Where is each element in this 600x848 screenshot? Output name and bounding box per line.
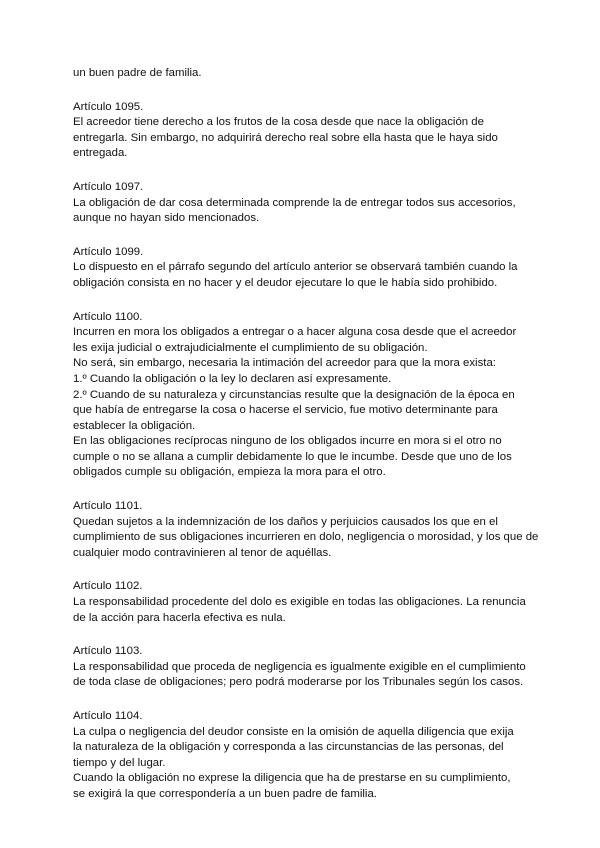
paragraph: [73, 245, 533, 292]
text-line: cumplimiento de sus obligaciones incurrieren en dolo, negligencia o morosidad, y los que de: [73, 531, 539, 544]
paragraph: [73, 66, 533, 82]
article-heading: Artículo 1100.: [73, 310, 143, 323]
paragraph: [73, 499, 539, 561]
text-line: de la acción para hacerla efectiva es nula.: [73, 611, 286, 624]
text-line: tiempo y del lugar.: [73, 756, 166, 769]
article-heading: Artículo 1095.: [73, 100, 144, 113]
text-line: La culpa o negligencia del deudor consiste en la omisión de aquella diligencia que exija: [73, 725, 514, 738]
paragraph: [73, 310, 533, 482]
article-heading: Artículo 1103.: [73, 645, 143, 658]
text-line: entregarla. Sin embargo, no adquirirá derecho real sobre ella hasta que le haya sido: [73, 131, 498, 144]
text-line: aunque no hayan sido mencionados.: [73, 212, 260, 225]
text-line: se exigirá la que correspondería a un buen padre de familia.: [73, 787, 377, 800]
paragraph: [73, 579, 533, 626]
paragraph: [73, 180, 533, 227]
document-page: [73, 66, 539, 821]
text-line: de toda clase de obligaciones; pero podrá moderarse por los Tribunales según los casos.: [73, 676, 524, 689]
text-line: 2.º Cuando de su naturaleza y circunstancias resulte que la designación de la época en: [73, 388, 515, 401]
text-line: que había de entregarse la cosa o hacerse el servicio, fue motivo determinante para: [73, 404, 498, 417]
text-line: les exija judicial o extrajudicialmente el cumplimiento de su obligación.: [73, 341, 428, 354]
text-line: En las obligaciones recíprocas ninguno de los obligados incurre en mora si el otro no: [73, 435, 502, 448]
article-heading: Artículo 1104.: [73, 710, 143, 722]
article-heading: Artículo 1099.: [73, 245, 144, 258]
paragraph: [73, 644, 533, 691]
text-line: Cuando la obligación no exprese la diligencia que ha de prestarse en su cumplimiento,: [73, 772, 511, 785]
document-body: [73, 66, 539, 803]
text-line: 1.º Cuando la obligación o la ley lo declaren así expresamente.: [73, 372, 392, 385]
text-line: Incurren en mora los obligados a entregar o a hacer alguna cosa desde que el acreedor: [73, 326, 517, 339]
article-heading: Artículo 1101.: [73, 500, 143, 513]
text-line: obligación consista en no hacer y el deudor ejecutare lo que le había sido prohibido.: [73, 276, 498, 289]
article-heading: Artículo 1102.: [73, 580, 143, 593]
text-line: entregada.: [73, 147, 128, 160]
text-line: un buen padre de familia.: [73, 67, 202, 79]
text-line: Quedan sujetos a la indemnización de los daños y perjuicios causados los que en el: [73, 515, 498, 528]
text-line: La responsabilidad procedente del dolo es exigible en todas las obligaciones. La renuncia: [73, 596, 526, 609]
text-line: No será, sin embargo, necesaria la intimación del acreedor para que la mora exista:: [73, 357, 496, 370]
text-line: Lo dispuesto en el párrafo segundo del artículo anterior se observará también cuando la: [73, 261, 518, 274]
text-line: La obligación de dar cosa determinada comprende la de entregar todos sus accesorios,: [73, 196, 516, 209]
text-line: establecer la obligación.: [73, 419, 196, 432]
text-line: El acreedor tiene derecho a los frutos de la cosa desde que nace la obligación de: [73, 116, 484, 129]
text-line: obligados cumple su obligación, empieza la mora para el otro.: [73, 466, 386, 479]
text-line: cumple o no se allana a cumplir debidamente lo que le incumbe. Desde que uno de los: [73, 450, 512, 463]
text-line: cualquier modo contravinieren al tenor de aquéllas.: [73, 546, 332, 559]
text-line: la naturaleza de la obligación y corresponda a las circunstancias de las personas, del: [73, 741, 504, 754]
article-heading: Artículo 1097.: [73, 180, 144, 193]
text-line: La responsabilidad que proceda de negligencia es igualmente exigible en el cumplimiento: [73, 660, 526, 673]
paragraph: [73, 100, 533, 162]
paragraph: [73, 709, 533, 803]
